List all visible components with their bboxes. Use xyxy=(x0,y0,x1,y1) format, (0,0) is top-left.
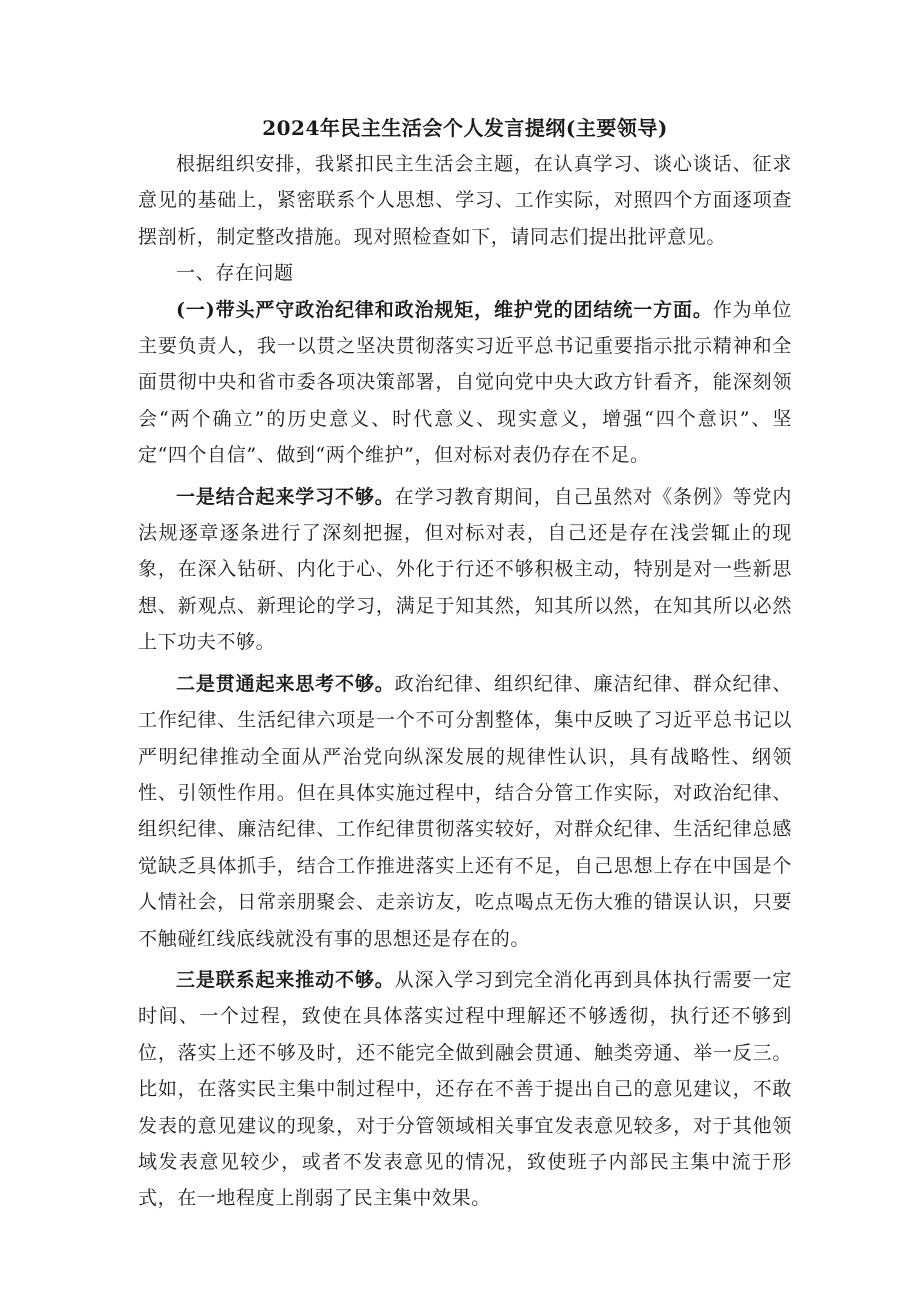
point-1-paragraph xyxy=(138,479,792,661)
document-page xyxy=(138,112,792,1217)
point-2-paragraph xyxy=(138,666,792,957)
point-3-paragraph xyxy=(138,962,792,1217)
point-3-lead: 三是联系起来推动不够。 xyxy=(176,968,395,991)
point-1-lead: 一是结合起来学习不够。 xyxy=(176,485,395,508)
subsection-1-lead: (一)带头严守政治纪律和政治规矩，维护党的团结统一方面。 xyxy=(176,298,713,321)
point-2-lead: 二是贯通起来思考不够。 xyxy=(176,672,395,695)
point-1-body: 在学习教育期间，自己虽然对《条例》等党内法规逐章逐条进行了深刻把握，但对标对表，自己还是存在浅尝辄止的现象，在深入钻研、内化于心、外化于行还不够积极主动，特别是对一些新思想、新观点、新理论的学习，满足于知其然，知其所以然，在知其所以必然上下功夫不够。 xyxy=(138,485,792,654)
subsection-1-body: 作为单位主要负责人，我一以贯之坚决贯彻落实习近平总书记重要指示批示精神和全面贯彻中央和省市委各项决策部署，自觉向党中央大政方针看齐，能深刻领会“两个确立”的历史意义、时代意义、现实意义，增强“四个意识”、坚定“四个自信”、做到“两个维护”，但对标对表仍存在不足。 xyxy=(138,298,793,467)
point-3-body: 从深入学习到完全消化再到具体执行需要一定时间、一个过程，致使在具体落实过程中理解还不够透彻，执行还不够到位，落实上还不够及时，还不能完全做到融会贯通、触类旁通、举一反三。比如，在落实民主集中制过程中，还存在不善于提出自己的意见建议，不敢发表的意见建议的现象，对于分管领域相关事宜发表意见较多，对于其他领域发表意见较少，或者不发表意见的情况，致使班子内部民主集中流于形式，在一地程度上削弱了民主集中效果。 xyxy=(138,968,792,1210)
intro-paragraph: 根据组织安排，我紧扣民主生活会主题，在认真学习、谈心谈话、征求意见的基础上，紧密联系个人思想、学习、工作实际，对照四个方面逐项查摆剖析，制定整改措施。现对照检查如下，请同志们提出批评意见。 xyxy=(138,153,792,248)
subsection-1-paragraph xyxy=(138,292,792,474)
point-2-body: 政治纪律、组织纪律、廉洁纪律、群众纪律、工作纪律、生活纪律六项是一个不可分割整体，集中反映了习近平总书记以严明纪律推动全面从严治党向纵深发展的规律性认识，具有战略性、纲领性、引领性作用。但在具体实施过程中，结合分管工作实际，对政治纪律、组织纪律、廉洁纪律、工作纪律贯彻落实较好，对群众纪律、生活纪律总感觉缺乏具体抓手，结合工作推进落实上还有不足，自己思想上存在中国是个人情社会，日常亲朋聚会、走亲访友，吃点喝点无伤大雅的错误认识，只要不触碰红线底线就没有事的思想还是存在的。 xyxy=(138,672,792,950)
section-heading-problems: 一、存在问题 xyxy=(176,262,294,285)
document-title: 2024年民主生活会个人发言提纲(主要领导) xyxy=(262,116,668,140)
